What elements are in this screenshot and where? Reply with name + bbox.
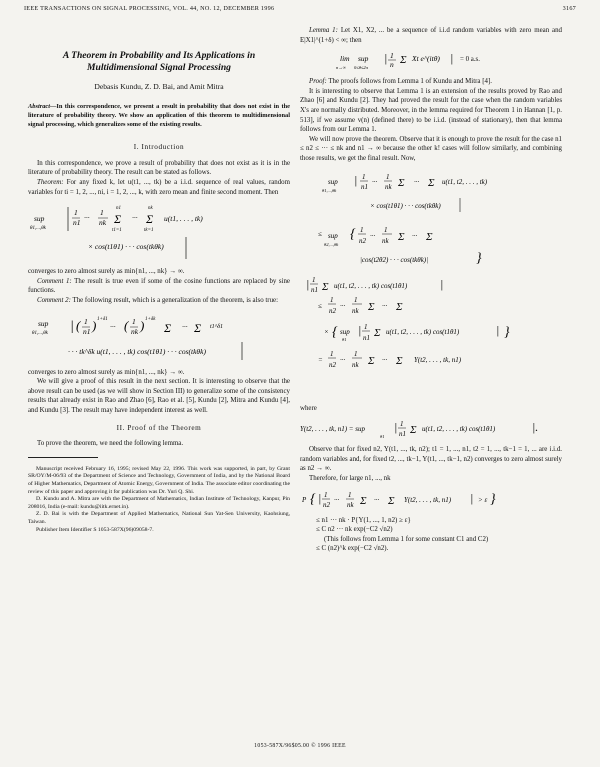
svg-text:|: | (358, 322, 362, 337)
svg-text:n2: n2 (329, 360, 336, 369)
svg-text:|: | (318, 490, 322, 505)
svg-text:θ2,...,θk: θ2,...,θk (324, 241, 339, 247)
svg-text:1: 1 (330, 349, 334, 358)
svg-text:θ1,...,θk: θ1,...,θk (322, 187, 337, 193)
eq2-continuation: converges to zero almost surely as min{n1, ..., nk} → ∞. (28, 368, 185, 376)
svg-text:nk: nk (352, 306, 359, 315)
svg-text:n1: n1 (361, 182, 368, 191)
proof-text: The proofs follows from Lemma 1 of Kundu and Mitra [4]. (328, 78, 492, 86)
paragraph-observe: Observe that for fixed n2, Y(t1, ..., tk, n2); t1 = 1, ..., n1, t2 = 1, ..., tk−1 = 1, ... are i.i.d. random variables and, for fixed t2, ..., tk−1, Y(t1, ..., tk−1, n2) converges to zero almost surely as n2 → ∞. (300, 446, 562, 473)
svg-text:Σ: Σ (428, 176, 435, 189)
svg-text:u(t1, t2, . . . , tk) cos(t1θ1: u(t1, t2, . . . , tk) cos(t1θ1) (386, 327, 460, 336)
eq1-continuation: converges to zero almost surely as min{n1, ..., nk} → ∞. (28, 268, 185, 276)
svg-text:Σ: Σ (368, 300, 375, 313)
svg-text:1: 1 (362, 172, 366, 181)
section-heading-intro: I. Introduction (133, 143, 185, 152)
comment-2 (28, 296, 290, 306)
svg-text:θ1: θ1 (342, 336, 347, 342)
running-header (24, 5, 576, 15)
svg-text:1: 1 (312, 275, 316, 284)
svg-text:1: 1 (390, 51, 394, 61)
svg-text:Σ: Σ (360, 494, 367, 507)
lemma-label: Lemma 1: (309, 27, 338, 34)
svg-text:···: ··· (132, 213, 138, 223)
equation-2 (28, 310, 290, 364)
svg-text:× cos(t1θ1) · · · cos(tkθk): × cos(t1θ1) · · · cos(tkθk) (88, 242, 164, 252)
svg-text:t1=1: t1=1 (112, 228, 122, 234)
comment1-label: Comment 1: (37, 277, 72, 285)
svg-text:sup: sup (38, 318, 49, 328)
svg-text:): ) (140, 317, 145, 333)
svg-text:1: 1 (84, 316, 88, 326)
svg-text:}: } (490, 491, 496, 507)
svg-text:{: { (350, 226, 356, 242)
theorem-statement (28, 178, 290, 197)
proof-label: Proof: (309, 78, 327, 86)
footnote-identifier: Publisher Item Identifier S 1053-587X(96)09058-7. (36, 526, 154, 533)
svg-text:sup: sup (358, 54, 369, 64)
comment2-label: Comment 2: (37, 297, 71, 305)
bound-line-3: ≤ C (n2)^k exp(−C2 √n2). (316, 545, 389, 553)
footnote-rule (28, 457, 98, 458)
svg-text:P: P (302, 495, 307, 504)
svg-text:nk: nk (382, 236, 389, 245)
svg-text:Σ: Σ (114, 212, 122, 227)
svg-text:sup: sup (34, 214, 45, 224)
svg-text:1+δ1: 1+δ1 (97, 316, 108, 322)
svg-text:Σ: Σ (426, 230, 433, 243)
svg-text:1: 1 (132, 316, 136, 326)
svg-text:sup: sup (328, 231, 338, 240)
svg-text:n1: n1 (73, 218, 81, 228)
section-heading-proof: II. Proof of the Theorem (116, 423, 202, 432)
svg-text:n1: n1 (399, 430, 406, 439)
footnote-affiliation-2: Z. D. Bai is with the Department of Applied Mathematics, National Sun Yat-Sen University, Kaohsiung, Taiwan. (28, 511, 290, 525)
svg-text:1: 1 (100, 208, 104, 218)
svg-text:(: ( (124, 317, 129, 333)
svg-text:|: | (440, 276, 444, 291)
svg-text:···: ··· (382, 355, 388, 364)
paragraph-follows: (This follows from Lemma 1 for some constant C1 and C2) (324, 535, 489, 543)
svg-text:n→∞: n→∞ (336, 65, 346, 71)
lemma-1 (300, 26, 562, 45)
abstract (28, 103, 290, 129)
svg-text:Σ: Σ (396, 300, 403, 313)
svg-text:≤: ≤ (318, 301, 322, 310)
svg-text:n: n (390, 60, 394, 70)
svg-text:···: ··· (412, 231, 418, 240)
svg-text:}: } (476, 250, 482, 266)
footnote-affiliation-1: D. Kundu and A. Mitra are with the Department of Mathematics, Indian Institute of Technology, Kanpur, Pin 208016, India (e-mail: kundu@iitk.ernet.in). (28, 496, 290, 510)
svg-text:1: 1 (324, 490, 328, 499)
journal-header: IEEE TRANSACTIONS ON SIGNAL PROCESSING, VOL. 44, NO. 12, DECEMBER 1996 (24, 5, 275, 12)
svg-text:Σ: Σ (322, 280, 329, 293)
abstract-text: In this correspondence, we present a result in probability that does not exist in the literature of probability theory. We show an application of this theorem to multidimensional signal processing, which generalizes some of the existing results. (28, 103, 290, 128)
svg-text:u(t1, . . . , tk): u(t1, . . . , tk) (164, 214, 203, 224)
svg-text:1: 1 (330, 295, 334, 304)
svg-text:1: 1 (348, 490, 352, 499)
svg-text:|: | (70, 318, 74, 334)
equation-chain (300, 168, 562, 400)
svg-text:tk=1: tk=1 (144, 228, 154, 234)
svg-text:1: 1 (354, 295, 358, 304)
svg-text:1+δk: 1+δk (145, 316, 156, 322)
proof-intro: To prove the theorem, we need the following lemma. (37, 440, 184, 448)
svg-text:t1^δ1: t1^δ1 (210, 323, 223, 330)
svg-text:|: | (306, 276, 310, 291)
theorem-text: For any fixed k, let u(t1, ..., tk) be a i.i.d. sequence of real values, random variables for ti = 1, 2, ..., ni, i = 1, 2, ..., k, with zero mean and finite second moment. Then (28, 179, 290, 196)
svg-text:···: ··· (340, 355, 346, 364)
paragraph-extension: It is interesting to observe that Lemma 1 is an extension of the results proved by Rao and Zhao [6] and Kundu [2]. They had proved the result for the case when the random variables X's are normally distributed. Moreover, in the lemma required for Theorem 1 in Hannan [1, p. 513], if we assume v(n) (defined there) to be i.i.d. (instead of stationary), then that lemma follows from our Lemma 1. (300, 87, 562, 134)
svg-text:u(t1, t2, . . . , tk) cos(t1θ1: u(t1, t2, . . . , tk) cos(t1θ1) (334, 281, 408, 290)
svg-text:}: } (504, 324, 510, 340)
abstract-label: Abstract— (28, 103, 57, 111)
svg-text:Σ: Σ (396, 354, 403, 367)
paragraph-therefore: Therefore, for large n1, ..., nk (309, 474, 391, 482)
svg-text:1: 1 (74, 208, 78, 218)
svg-text:···: ··· (414, 177, 420, 186)
svg-text:1: 1 (386, 172, 390, 181)
svg-text:···: ··· (372, 177, 378, 186)
svg-text:1: 1 (354, 349, 358, 358)
svg-text:× cos(t1θ1) · · · cos(tkθk): × cos(t1θ1) · · · cos(tkθk) (370, 201, 441, 210)
svg-text:{: { (310, 491, 316, 507)
lemma-equation (300, 49, 562, 73)
svg-text:Σ: Σ (374, 326, 381, 339)
svg-text:≤: ≤ (318, 229, 322, 238)
svg-text:Xt e^(itθ): Xt e^(itθ) (412, 54, 440, 64)
comment2-text: The following result, which is a generalization of the theorem, is also true: (72, 297, 278, 305)
svg-text:1: 1 (400, 420, 404, 429)
svg-text:···: ··· (340, 301, 346, 310)
svg-text:×: × (324, 327, 329, 336)
svg-text:θ1,...,θk: θ1,...,θk (30, 226, 46, 232)
svg-text:···: ··· (84, 213, 90, 223)
svg-text:Σ: Σ (400, 54, 407, 67)
svg-text:|: | (496, 322, 500, 337)
svg-text:|: | (470, 490, 474, 505)
paper-authors: Debasis Kundu, Z. D. Bai, and Amit Mitra (94, 81, 224, 91)
svg-text:Σ: Σ (410, 424, 417, 437)
svg-text:Y(t2, . . . , tk, n1) = sup: Y(t2, . . . , tk, n1) = sup (300, 425, 365, 434)
paragraph-prove: We will now prove the theorem. Observe that it is enough to prove the result for the case n1 ≤ n2 ≤ ··· ≤ nk and n1 → ∞ because the other k! cases will follow similarly, and combining those results, we get the final result. Now, (300, 135, 562, 162)
svg-text:···: ··· (374, 495, 380, 504)
svg-text:···: ··· (370, 231, 376, 240)
svg-text:Σ: Σ (368, 354, 375, 367)
svg-text:nk: nk (385, 182, 392, 191)
intro-paragraph: In this correspondence, we prove a result of probability that does not exist as it is in the literature of probability theory. The result can be stated as follows. (28, 159, 290, 177)
bound-line-2: ≤ C n2 ··· nk exp(−C2 √n2) (316, 526, 393, 534)
svg-text:sup: sup (340, 327, 350, 336)
svg-text:0≤θ≤2π: 0≤θ≤2π (354, 65, 368, 71)
svg-text:···: ··· (110, 321, 116, 331)
svg-text:nk: nk (131, 326, 139, 336)
page-number: 3167 (562, 5, 576, 12)
svg-text:Σ: Σ (194, 320, 202, 335)
where-label: where (300, 404, 317, 412)
copyright-line: 1053-587X/96$05.00 © 1996 IEEE (254, 743, 346, 749)
svg-text:···: ··· (334, 495, 340, 504)
equation-probability (300, 488, 562, 512)
svg-text:1: 1 (384, 225, 388, 234)
footnote (28, 466, 290, 534)
svg-text:u(t1, t2, . . . , tk): u(t1, t2, . . . , tk) (442, 177, 488, 186)
bound-line-1: ≤ n1 ··· nk · P{Y(1, ..., 1, n2) ≥ ε} (316, 516, 411, 524)
svg-text:θ1: θ1 (380, 434, 385, 440)
svg-text:n1: n1 (116, 206, 121, 212)
svg-text:nk: nk (99, 218, 107, 228)
svg-text:Σ: Σ (398, 230, 405, 243)
svg-text:): ) (92, 317, 97, 333)
svg-text:(: ( (76, 317, 81, 333)
equation-Y-definition (300, 417, 562, 441)
svg-text:1: 1 (364, 322, 368, 331)
comment1-text: The result is true even if some of the cosine functions are replaced by sine functions. (28, 277, 290, 295)
svg-text:Σ: Σ (146, 212, 154, 227)
svg-text:Σ: Σ (398, 176, 405, 189)
svg-text:|: | (450, 51, 454, 66)
svg-text:n1: n1 (83, 326, 91, 336)
svg-text:|cos(t2θ2) · · · cos(tkθk)|: |cos(t2θ2) · · · cos(tkθk)| (360, 255, 429, 264)
svg-text:1: 1 (360, 225, 364, 234)
svg-text:{: { (332, 324, 338, 340)
svg-text:· · · tk^δk u(t1, . . . , tk): · · · tk^δk u(t1, . . . , tk) cos(t1θ1) · · · cos(tkθk) (68, 346, 206, 356)
lemma-proof (300, 77, 562, 87)
svg-text:sup: sup (328, 177, 338, 186)
svg-text:Y(t2, . . . , tk, n1): Y(t2, . . . , tk, n1) (404, 495, 452, 504)
svg-text:|: | (354, 172, 358, 187)
svg-text:n1: n1 (363, 333, 370, 342)
left-column (28, 44, 290, 534)
svg-text:n2: n2 (359, 236, 366, 245)
svg-text:|: | (384, 51, 388, 66)
lemma-text: Let X1, X2, ... be a sequence of i.i.d random variables with zero mean and E|X1|^(1+δ) < ∞; then (300, 27, 562, 44)
svg-text:|.: |. (532, 420, 539, 435)
lemma-tail: = 0 a.s. (460, 56, 480, 64)
svg-text:n2: n2 (323, 500, 330, 509)
svg-text:···: ··· (182, 321, 188, 331)
svg-text:n2: n2 (329, 306, 336, 315)
svg-text:nk: nk (148, 206, 153, 212)
svg-text:nk: nk (347, 500, 354, 509)
svg-text:Y(t2, . . . , tk, n1): Y(t2, . . . , tk, n1) (414, 355, 462, 364)
theorem-label: Theorem: (37, 179, 64, 187)
footnote-manuscript: Manuscript received February 16, 1995; revised May 22, 1996. This work was supported, in part, by Grant SR/OY/M-06/93 of the Department of Science and Technology, Government of India, and by the National Board of Higher Mathematics, Department of Atomic Energy, Government of India. The associate editor coordinating the review of this paper and approving it for publication was Dr. Yuri Q. Shi. (28, 465, 290, 495)
paragraph-after-comments: We will give a proof of this result in the next section. It is interesting to observe that the above result can be used (as we will show in Section III) to generalize some of the consistency results that already exist in Rao and Zhao [6], Rao et al. [5], Kundu [2], Mitra and Kundu [4], and Kundu [3]. The result may have independent interest as well. (28, 378, 290, 415)
paper-title: A Theorem in Probability and Its Applications in Multidimensional Signal Processing (62, 50, 256, 73)
equation-1 (28, 201, 290, 263)
svg-text:Σ: Σ (164, 320, 172, 335)
svg-text:lim: lim (340, 54, 350, 64)
svg-text:n1: n1 (311, 285, 318, 294)
svg-text:|: | (394, 420, 398, 435)
right-column (300, 26, 562, 554)
svg-text:θ1,...,θk: θ1,...,θk (32, 330, 48, 336)
svg-text:=: = (318, 355, 323, 364)
comment-1 (28, 277, 290, 296)
svg-text:> ε: > ε (478, 495, 488, 504)
svg-text:u(t1, t2, . . . , tk) cos(t1θ1: u(t1, t2, . . . , tk) cos(t1θ1) (422, 425, 496, 434)
svg-text:···: ··· (382, 301, 388, 310)
svg-text:nk: nk (352, 360, 359, 369)
svg-text:Σ: Σ (388, 494, 395, 507)
